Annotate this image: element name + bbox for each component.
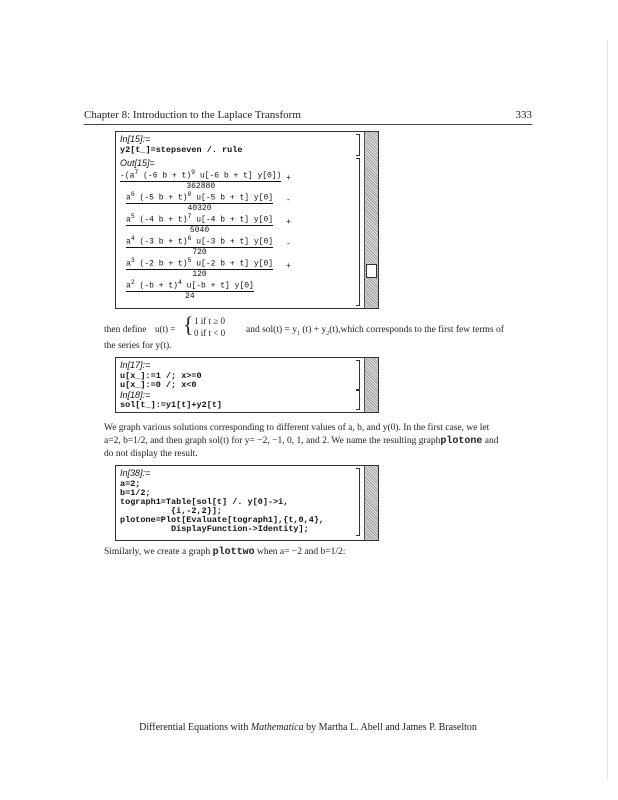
code-line-u1[interactable]: u[x_]:=1 /; x>=0 <box>120 371 202 381</box>
term-operator: - <box>286 196 291 205</box>
scrollbar[interactable] <box>364 358 378 412</box>
term-denominator: 720 <box>126 247 273 257</box>
term-operator: + <box>286 174 291 183</box>
term-denominator: 120 <box>126 269 273 279</box>
term-numerator: $a^3$ (-2 b + t)$^5$ u[-2 b + t] y[0] <box>126 257 274 269</box>
term-denominator: 24 <box>126 291 254 301</box>
term-numerator: $-(a^7$ (-6 b + t)$^9$ u[-6 b + t] y[0]) <box>120 169 282 181</box>
output-label: Out[15]= <box>120 158 155 168</box>
page-footer: Differential Equations with Mathematica by Martha L. Abell and James P. Braselton <box>139 722 477 733</box>
term-numerator: $a^2$ $(-b + t)^4$ u[-b + t] y[0] <box>126 279 254 291</box>
code-line[interactable]: a=2; <box>120 479 141 489</box>
u-lhs: u(t) = <box>155 324 176 334</box>
output-term <box>126 234 273 257</box>
output-term <box>126 190 273 213</box>
header-rule <box>84 124 532 125</box>
footer-italic: Mathematica <box>250 722 304 733</box>
paragraph-3: Similarly, we create a graph plottwo when a= −2 and b=1/2: <box>104 547 346 558</box>
input-label-18: In[18]:= <box>120 390 151 400</box>
term-numerator: $a^6$ (-5 b + t)$^8$ u[-5 b + t] y[0] <box>126 191 274 203</box>
notebook-cell-38[interactable] <box>115 465 379 541</box>
term-numerator: $a^5$ (-4 b + t)$^7$ u[-4 b + t] y[0] <box>126 213 274 225</box>
notebook-cell-17[interactable] <box>115 357 379 413</box>
chapter-title: Chapter 8: Introduction to the Laplace Transform <box>84 109 301 121</box>
cell-bracket-38[interactable] <box>356 468 360 536</box>
term-numerator: $a^4$ (-3 b + t)$^6$ u[-3 b + t] y[0] <box>126 235 274 247</box>
term-operator: + <box>286 262 291 271</box>
scrollbar[interactable] <box>364 132 378 308</box>
input-code[interactable]: y2[t_]=stepseven /. rule <box>120 145 243 155</box>
piecewise-case-1: 1 if t ≥ 0 <box>194 316 225 326</box>
cell-bracket-17[interactable] <box>356 360 360 390</box>
page-header <box>84 109 532 125</box>
scrollbar-thumb[interactable] <box>366 264 377 278</box>
scrollbar[interactable] <box>364 466 378 540</box>
code-line[interactable]: b=1/2; <box>120 488 151 498</box>
paragraph-2-line-1: We graph various solutions corresponding to different values of a, b, and y(0). In the first case, we let <box>104 423 490 433</box>
code-line-u0[interactable]: u[x_]:=0 /; x<0 <box>120 380 197 390</box>
input-label-17: In[17]:= <box>120 360 151 370</box>
cell-bracket-18[interactable] <box>356 390 360 410</box>
term-denominator: 362880 <box>120 181 281 191</box>
output-term <box>126 212 273 235</box>
output-term <box>120 168 281 191</box>
output-term <box>126 256 273 279</box>
code-word-plottwo: plottwo <box>212 547 255 558</box>
code-word-plotone: plotone <box>440 436 483 447</box>
code-line[interactable]: {i,-2,2}]; <box>120 506 223 516</box>
cell-bracket-input[interactable] <box>356 134 360 156</box>
paragraph-2-line-2: a=2, b=1/2, and then graph sol(t) for y= −2, −1, 0, 1, and 2. We name the resulting graphplotone and <box>104 436 499 447</box>
paragraph-2 <box>104 422 544 461</box>
term-operator: - <box>286 240 291 249</box>
cell-bracket-output[interactable] <box>356 158 360 306</box>
output-term <box>126 278 254 301</box>
code-line[interactable]: tograph1=Table[sol[t] /. y[0]->i, <box>120 497 289 507</box>
code-line[interactable]: DisplayFunction->Identity]; <box>120 524 309 534</box>
term-denominator: 40320 <box>126 203 273 213</box>
definition-prefix: then define <box>104 325 147 335</box>
paragraph-2-line-3: do not display the result. <box>104 449 198 459</box>
input-label: In[15]:= <box>120 134 151 144</box>
definition-line-2: the series for y(t). <box>104 341 172 351</box>
definition-rest: and $sol(t) = y_1$ $(t) + y_2(t),which$ corresponds to the first few terms of <box>246 325 504 337</box>
page-number: 333 <box>515 109 532 121</box>
term-operator: + <box>286 218 291 227</box>
code-line[interactable]: plotone=Plot[Evaluate[tograph1],{t,0,4}, <box>120 515 325 525</box>
input-label-38: In[38]:= <box>120 468 151 478</box>
margin-line <box>607 40 608 780</box>
piecewise-brace: { <box>183 312 194 337</box>
term-denominator: 5040 <box>126 225 273 235</box>
code-line-sol[interactable]: sol[t_]:=y1[t]+y2[t] <box>120 400 223 410</box>
piecewise-case-2: 0 if t < 0 <box>194 328 226 338</box>
notebook-cell-15[interactable] <box>115 131 379 309</box>
